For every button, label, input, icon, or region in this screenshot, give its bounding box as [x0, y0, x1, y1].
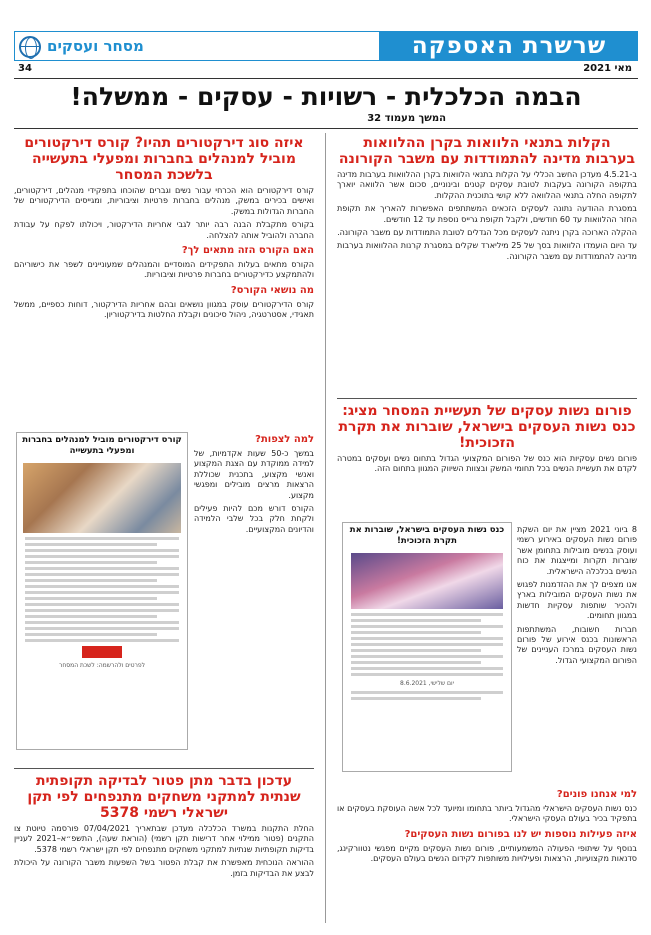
article-paragraph: ההוראה הנוכחית מאפשרת את קבלת הפטור בשל השפעות משבר הקורונה על היכולת לבצע את הבדיקות בזמן.: [14, 858, 314, 878]
ad-footer: לפרטים ולהרשמה: לשכת המסחר: [58, 662, 146, 669]
ad-text-line: [351, 619, 481, 622]
article-paragraph: החלת התקנות במשרד הכלכלה מעדכן שבתאריך 07/04/2021 פורסמה טיוטת צו התקנים (פטור ממילוי אחר דרישות תקן רשמי) (הוראת שעה), התשפ״א–2021 לעניין בדיקות תקופתיות שנתיות למתקני משחקים מתנפחים לפי תקן ישראלי רשמי 5378.: [14, 824, 314, 854]
article-paragraph: ב-4.5.21 מעדכן החשב הכללי על הקלות בתנאי הלוואות בקרן ההלוואות בערבות מדינה בתקופה הקורונה בעקבות לטובת עסקים קטנים ובינוניים, סכום אשר הלוואה יוארך לתקופה החלה בתנאי ההלוואה ללא קושי בתוכנית ההקלות.: [337, 170, 637, 200]
column-divider: [325, 133, 326, 923]
article-separator: [337, 398, 637, 399]
ad-text-line: [25, 609, 179, 612]
article-paragraph: עד היום הועמדו הלוואות בסך של 25 מיליארד שקלים במסגרת קרנות ההלוואות בערבות מדינה להתמודדות עם משבר הקורונה.: [337, 241, 637, 261]
ad-text-line: [25, 549, 179, 552]
ad-photo: [351, 553, 503, 609]
issue-row: [14, 63, 638, 77]
ad-text-line: [25, 615, 157, 618]
article-paragraph: במשך כ-50 שעות אקדמיות, של למידה ממוקדת עם הצגת המקצוע ואנשי מקצוע, בתכנית שכוללת הרצאות מרצים מובילים ומפגשי מקצוע.: [194, 449, 314, 500]
ad-text-line: [351, 649, 481, 652]
article-women-forum: [337, 403, 637, 523]
article-paragraph: 8 ביוני 2021 מציין את יום השקת פורום נשות העסקים באירוע רשמי ועוסק בנשים מובילות בתחומן אשר שוברות תקרות ומייצגות את כוח הנשים בכלכלה הישראלית.: [517, 525, 637, 576]
article-title: עדכון בדבר מתן פטור לבדיקה תקופתית שנתית למתקני משחקים מתנפחים לפי תקן ישראלי רשמי 5378: [27, 773, 301, 821]
ad-text-line: [351, 625, 503, 628]
article-loans: [337, 135, 637, 390]
masthead-band: [14, 31, 380, 61]
page-number: 34: [18, 63, 32, 74]
ad-text-line: [351, 637, 503, 640]
continued-note: המשך מעמוד 32: [367, 113, 446, 124]
article-paragraph: הקורס דורש מכם להיות פעילים ולקחת חלק בכל שלבי הלמידה והדיונים המקצועיים.: [194, 504, 314, 534]
article-paragraph: הקורס מתאים בעלות התפקידים המוסדיים והמנהלים שמעוניינים לשפר את כישוריהם ולהתמקצע כדירקטורים בחברות פרטיות וציבוריות.: [14, 260, 314, 280]
article-paragraph: אנו מצפים לך את ההזדמנות לפגוש את נשות העסקים המובילות בארץ ולהכיר שותפות עסקיות חדשות במגוון תחומים.: [517, 580, 637, 621]
ad-text-line: [25, 537, 179, 540]
article-paragraph: במסגרת ההודעה נתונה לעסקים הזכאים המשתתפים האפשרות להאריך את תקופת החזר ההלוואות עד 60 חודשים, ולקבל תקופת גרייס נוספת עד 12 חודשים.: [337, 204, 637, 224]
ad-text-line: [25, 579, 157, 582]
headline-rule: [14, 128, 638, 129]
ad-text-line: [25, 603, 179, 606]
article-women-forum-end: [337, 785, 637, 925]
article-paragraph: כנס נשות העסקים הישראלי מהגדול ביותר בתחומו ומיועד לכל אשה העוסקת בעסקים או בתפקיד בכיר בעולם העסקי הישראלי.: [337, 804, 637, 824]
ad-text-line: [351, 643, 503, 646]
subheading: איזה פעילות נוספות יש לנו בפורום נשות העסקים?: [404, 828, 637, 840]
women-forum-ad[interactable]: [342, 522, 512, 772]
ad-text-line: [351, 613, 503, 616]
ad-text-line: [25, 573, 179, 576]
ad-text-line: [351, 673, 503, 676]
ad-text-line: [25, 639, 179, 642]
ad-heading: קורס דירקטורים מוביל למנהלים בחברות ומפעלי בתעשייה: [17, 433, 187, 459]
ad-text-line: [25, 597, 157, 600]
subheading: האם הקורס הזה מתאים לך?: [181, 245, 314, 257]
ad-text-line: [25, 591, 179, 594]
article-paragraph: קורס דירקטורים הוא הכרחי עבור נשים וגברים שהוכחו בתפקידי מנהלים, דירקטורים, ואישים בכירים במשק, מנהלים בחברות פרטיות וציבוריות, ומגייסים הדירקטורים של החברות הגדולות במשק.: [14, 186, 314, 216]
ad-text-line: [25, 633, 157, 636]
issue-date: מאי 2021: [583, 63, 632, 74]
masthead: [14, 31, 638, 61]
ad-text-line: [25, 627, 179, 630]
ad-text-line: [351, 697, 481, 700]
ad-date: יום שלישי, 8.6.2021: [400, 680, 454, 687]
ad-text-line: [351, 691, 503, 694]
article-title: הקלות בתנאי הלוואות בקרן ההלוואות בערבות מדינה להתמודדות עם משבר הקורונה: [338, 135, 636, 167]
article-women-forum-cont: [517, 522, 637, 782]
article-directors-course-cont: [194, 430, 314, 760]
article-paragraph: פורום נשים עסקיות הוא כנס של הפורום המקצועי הגדול בתחום נשים ועסקים במטרה לקדם את תעשיית הנשים בכל תחומי המשק ובצוות השיווק המגוון בתחום הזה.: [337, 454, 637, 474]
article-paragraph: בנוסף על שיתופי הפעולה המשמעותיים, פורום נשות העסקים מקיים מפגשי נטוורקינג, סדנאות מקצועיות, הרצאות ופעילויות משותפות לקידום הנשים בעולם העסקים.: [337, 843, 637, 864]
article-directors-course: [14, 135, 314, 480]
article-paragraph: קורס הדירקטורים עוסק במגוון נושאים ובהם אחריות הדירקטור, דוחות כספיים, ממשל תאגידי, אסטרטגיה, ניהול סיכונים וקבלת החלטות בדירקטוריון.: [14, 299, 314, 320]
ad-text-line: [25, 567, 179, 570]
ad-text-line: [351, 667, 503, 670]
subheading: מה נושאי הקורס?: [230, 284, 314, 296]
subheading: למה לצפות?: [255, 434, 314, 445]
ad-text-line: [25, 555, 179, 558]
section-name: מסחר ועסקים: [47, 37, 144, 55]
article-paragraph: חברות חשובות, המשתתפות הראשונות בכנס אירוע של פורום נשות העסקים במרכז העניינים של הפורום המקצועי הגדול.: [517, 624, 637, 665]
article-title: פורום נשות עסקים של תעשיית המסחר מציג: כנס נשות העסקים בישראל, שוברות את תקרת הזכוכית!: [338, 403, 636, 451]
ad-text-line: [25, 621, 179, 624]
ad-logo: [82, 646, 122, 658]
article-inflatable-games: [14, 773, 314, 925]
article-separator: [14, 768, 314, 769]
globe-icon: [19, 36, 41, 58]
ad-text-line: [25, 543, 157, 546]
article-paragraph: בקורס מתקבלת הבנה רבה יותר לגבי אחריות הדירקטור, ויכולתו לפקח על עבודת החברה ולהוביל אותה להצלחה.: [14, 220, 314, 240]
masthead-rule: [14, 78, 638, 79]
ad-text-line: [25, 561, 157, 564]
directors-course-ad[interactable]: [16, 432, 188, 750]
subheading: למי אנחנו פונים?: [556, 789, 637, 800]
ad-text-line: [351, 661, 481, 664]
ad-photo: [23, 463, 181, 533]
publication-title: שרשרת האספקה: [380, 31, 638, 61]
ad-text-line: [25, 585, 179, 588]
article-paragraph: ההקלה הארוכה בקרן ניתנה לעסקים מכל הגדלים לטובת התמודדות עם משבר הקורונה.: [337, 228, 637, 238]
ad-text-line: [351, 631, 481, 634]
page-headline: הבמה הכלכלית - רשויות - עסקים - ממשלה!: [70, 82, 582, 111]
ad-text-line: [351, 655, 503, 658]
article-title: איזה סוג דירקטורים תהיו? קורס דירקטורים מוביל למנהלים בחברות ומפעלי בתעשייה בלשכת המסחר: [24, 135, 304, 183]
ad-heading: כנס נשות העסקים בישראל, שוברות את תקרת הזכוכית!: [343, 523, 511, 549]
